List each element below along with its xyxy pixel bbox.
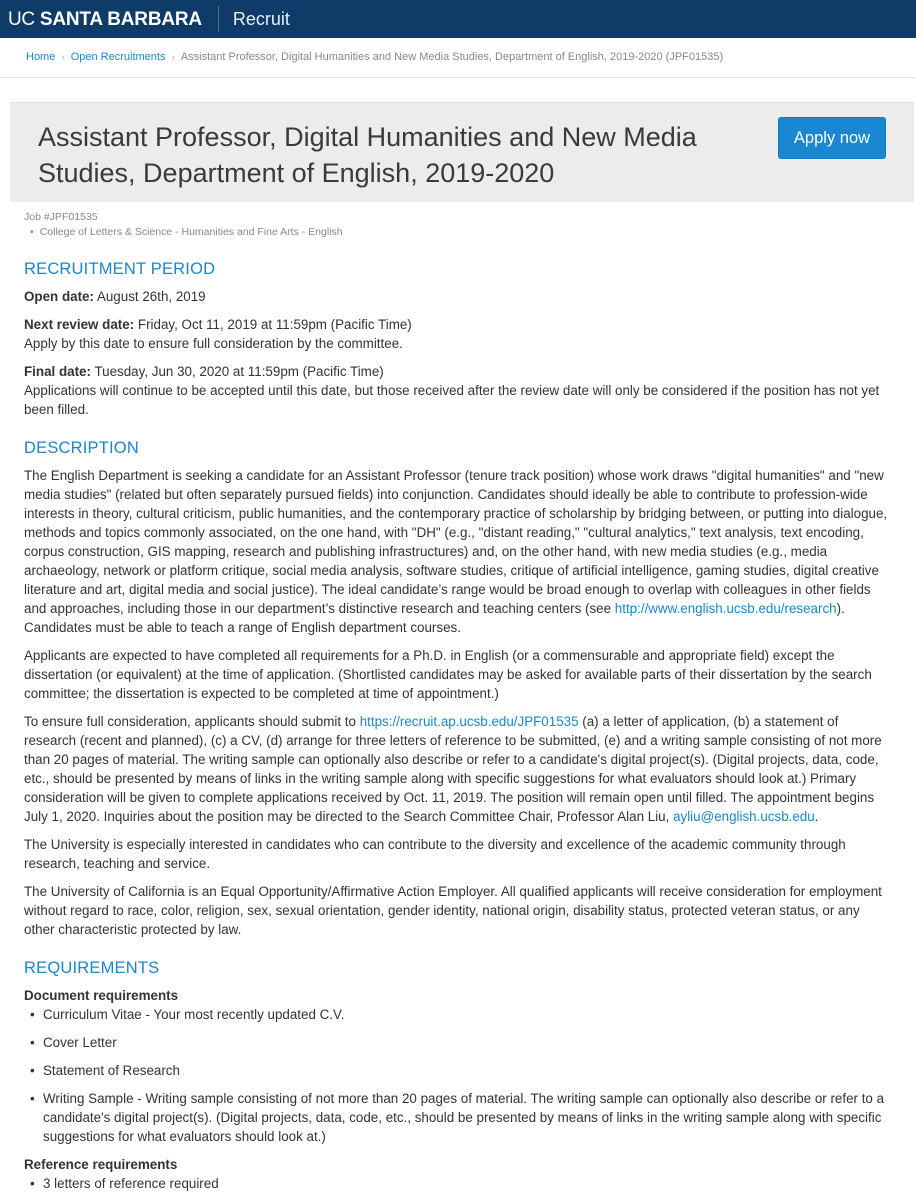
breadcrumb-home-link[interactable]: Home — [26, 51, 56, 63]
description-p3-text-b: (a) a letter of application, (b) a statement of research (recent and planned), (c) a CV, (d) arrange for three letters of reference to be submitted, (e) and a writing sample consisting of not more than 20 pages of material. The writing sample can optionally also describe or refer to a candidate's digital project(s). (Digital projects, data, code, etc., should be presented by means of links in the writing sample along with specific suggestions for what evaluators should look at.) Primary consideration will be given to complete applications received by Oct. 11, 2019. The position will remain open until filled. The appointment begins July 1, 2020. Inquiries about the position may be directed to the Search Committee Chair, Professor Alan Liu, — [24, 714, 882, 824]
page-title: Assistant Professor, Digital Humanities and New Media Studies, Department of English, 2019-2020 — [38, 122, 697, 188]
recruitment-period-heading: RECRUITMENT PERIOD — [24, 260, 216, 278]
document-requirements-list — [24, 1005, 890, 1146]
job-number: Job #JPF01535 — [24, 211, 98, 223]
review-date-note: Apply by this date to ensure full consideration by the committee. — [24, 336, 403, 351]
list-item: • Writing Sample - Writing sample consisting of not more than 20 pages of material. The writing sample can optionally also describe or refer to a candidate's digital project(s). (Digital projects, data, code, etc., should be presented by means of links in the writing sample along with specific suggestions for what evaluators should look at.) — [30, 1089, 890, 1146]
brand-divider — [218, 6, 219, 32]
description-heading: DESCRIPTION — [24, 439, 139, 457]
review-date-label: Next review date: — [24, 317, 135, 332]
description-paragraph-3 — [24, 712, 890, 826]
description-p1-text-b: ). Candidates must be able to teach a range of English department courses. — [24, 601, 845, 635]
reference-requirements-list — [24, 1174, 890, 1193]
apply-now-button[interactable]: Apply now — [778, 117, 886, 159]
job-header-panel — [10, 102, 914, 202]
breadcrumb-open-recruitments-link[interactable]: Open Recruitments — [70, 51, 166, 63]
breadcrumb — [0, 38, 916, 78]
list-item: • 3 letters of reference required — [30, 1174, 890, 1193]
list-item: • Curriculum Vitae - Your most recently updated C.V. — [30, 1005, 890, 1024]
description-paragraph-5: The University of California is an Equal Opportunity/Affirmative Action Employer. All qualified applicants will receive consideration for employment without regard to race, color, religion, sex, sexual orientation, gender identity, national origin, disability status, protected veteran status, or any other characteristic protected by law. — [24, 884, 882, 937]
description-paragraph-2: Applicants are expected to have completed all requirements for a Ph.D. in English (or a commensurable and appropriate field) except the dissertation (or equivalent) at the time of application. (Shortlisted candidates may be asked for available parts of their dissertation by the search committee; the dissertation is expected to be completed at time of appointment.) — [24, 648, 872, 701]
list-item: • Statement of Research — [30, 1061, 890, 1080]
description-p1-text-a: The English Department is seeking a candidate for an Assistant Professor (tenure track position) whose work draws "digital humanities" and "new media studies" (related but often separately pursued fields) into conjunction. Candidates should ideally be able to contribute to profession-wide interests in theory, cultural criticism, public humanities, and the contemporary practice of scholarship by bridging between, or putting into dialogue, methods and topics commonly associated, on the one hand, with "DH" (e.g., "distant reading," "cultural analytics," text analysis, text encoding, corpus construction, GIS mapping, research and publishing infrastructures) and, on the other hand, with new media studies (e.g., media archaeology, network or platform critique, social media analysis, software studies, critique of artificial intelligence, gaming studies, digital creative literature and art, digital media and social justice). The ideal candidate’s range would be broad enough to overlap with colleagues in other fields and approaches, including those in our department’s distinctive research and teaching centers (see — [24, 468, 888, 616]
brand-uc: UC — [8, 8, 35, 30]
description-p3-text-a: To ensure full consideration, applicants should submit to — [24, 714, 360, 729]
requirements-heading: REQUIREMENTS — [24, 959, 160, 977]
list-item: • Cover Letter — [30, 1033, 890, 1052]
main-content — [24, 210, 890, 1193]
final-date-value: Tuesday, Jun 30, 2020 at 11:59pm (Pacific Time) — [94, 364, 384, 379]
description-paragraph-4: The University is especially interested in candidates who can contribute to the diversity and excellence of the academic community through research, teaching and service. — [24, 837, 846, 871]
final-date — [24, 362, 890, 419]
brand-app-name: Recruit — [232, 8, 290, 29]
recruit-link[interactable]: https://recruit.ap.ucsb.edu/JPF01535 — [359, 714, 579, 729]
final-date-note: Applications will continue to be accepted until this date, but those received after the review date will only be considered if the position has not yet been filled. — [24, 383, 880, 417]
review-date — [24, 315, 890, 353]
open-date — [24, 287, 890, 306]
final-date-label: Final date: — [24, 364, 91, 379]
job-unit: • College of Letters & Science - Humanities and Fine Arts - English — [30, 225, 890, 240]
open-date-value: August 26th, 2019 — [96, 289, 206, 304]
reference-requirements-heading: Reference requirements — [24, 1157, 178, 1172]
research-link[interactable]: http://www.english.ucsb.edu/research — [614, 601, 837, 616]
document-requirements-heading: Document requirements — [24, 988, 179, 1003]
breadcrumb-current: Assistant Professor, Digital Humanities and New Media Studies, Department of English, 2019-2020 (JPF01535) — [180, 51, 724, 63]
job-meta — [24, 210, 890, 240]
brand-logo-link[interactable] — [8, 0, 290, 38]
chevron-right-icon: › — [61, 52, 65, 63]
top-nav-bar — [0, 0, 916, 38]
contact-email-link[interactable]: ayliu@english.ucsb.edu — [673, 809, 815, 824]
open-date-label: Open date: — [24, 289, 94, 304]
brand-santa-barbara: SANTA BARBARA — [39, 8, 202, 30]
description-p3-text-c: . — [814, 809, 819, 824]
description-paragraph-1 — [24, 466, 890, 637]
review-date-value: Friday, Oct 11, 2019 at 11:59pm (Pacific Time) — [137, 317, 412, 332]
chevron-right-icon: › — [171, 52, 175, 63]
